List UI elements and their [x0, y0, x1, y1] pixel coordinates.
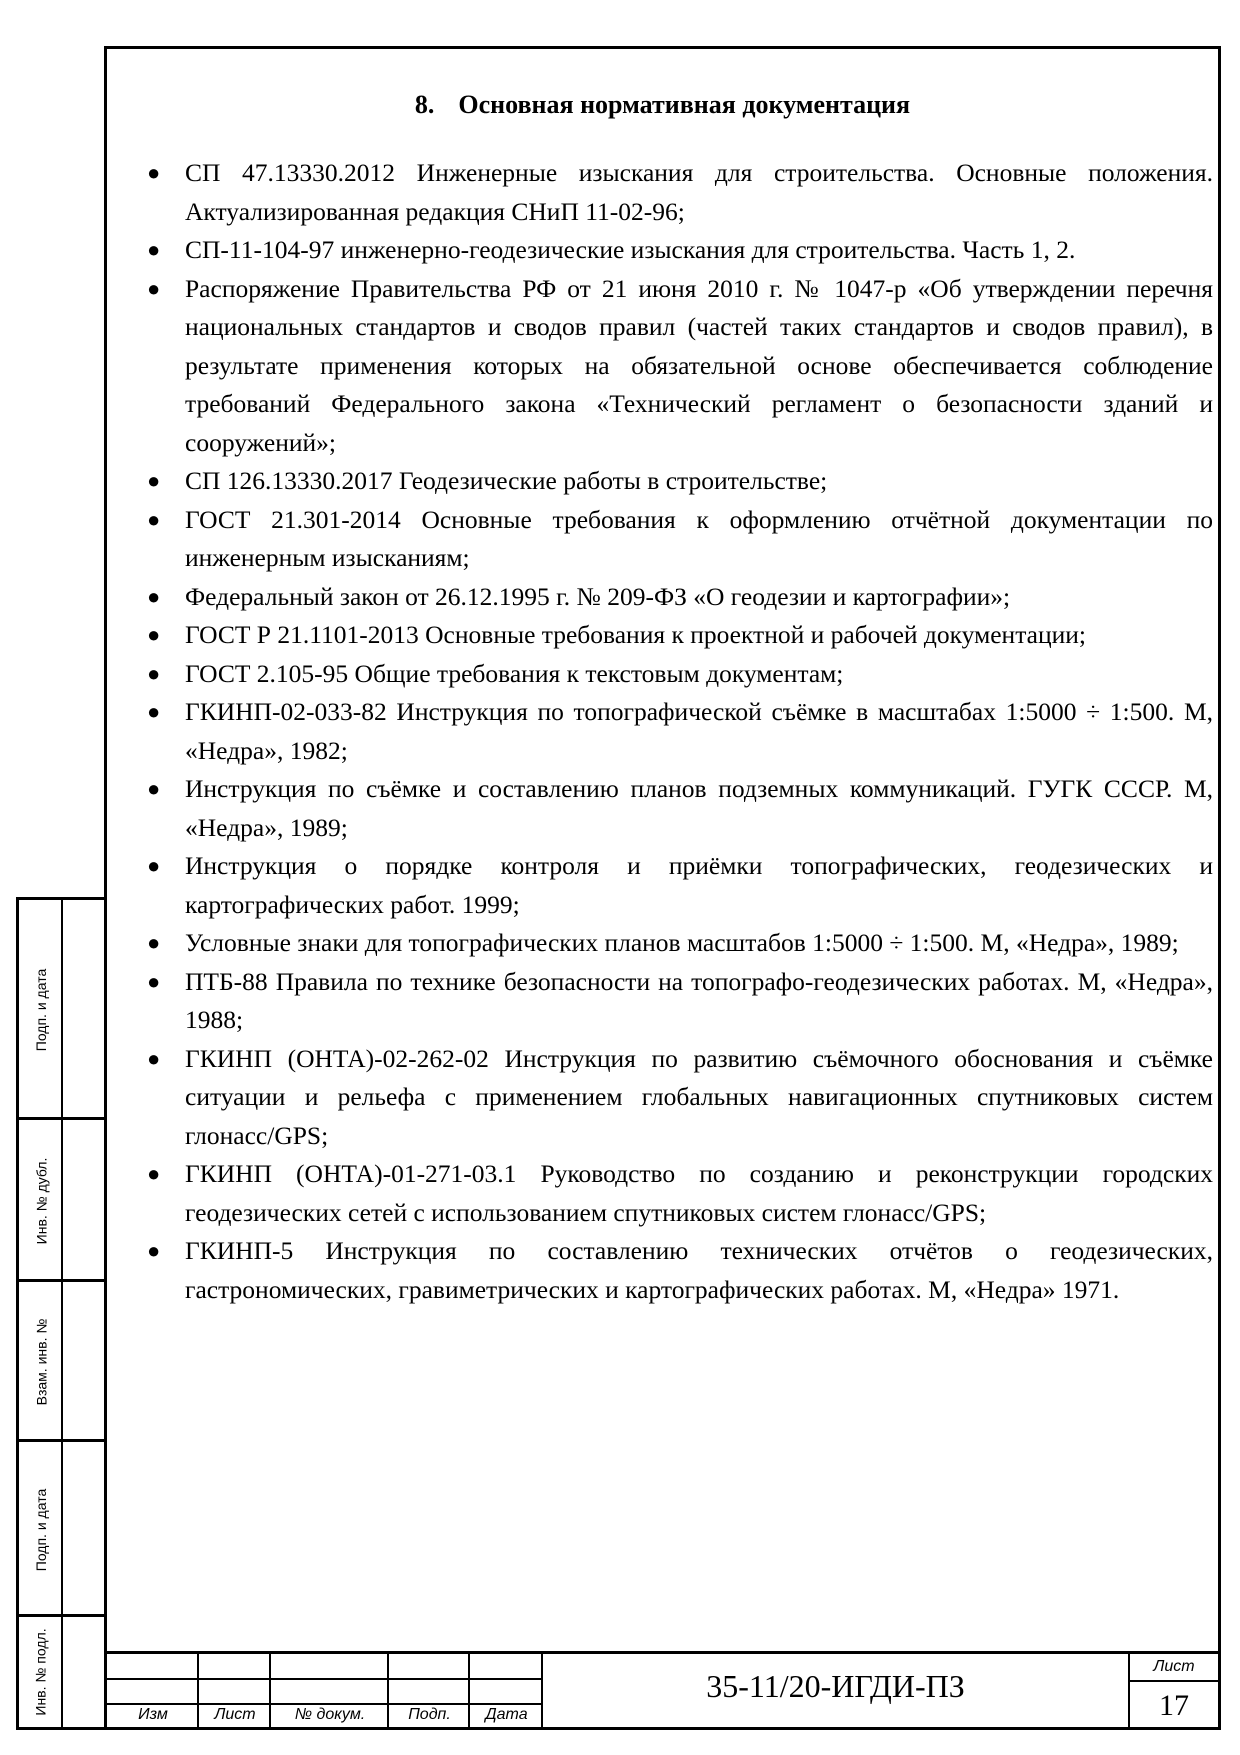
side-label-orig-inv: Инв. № подл. — [33, 1628, 49, 1716]
sheet-label: Лист — [1128, 1654, 1218, 1682]
side-label-sign-date-2: Подп. и дата — [33, 1488, 49, 1571]
side-label-repl-inv: Взам. инв. № — [33, 1318, 50, 1406]
list-item: ● Инструкция по съёмке и составлению планов подземных коммуникаций. ГУГК СССР. М, «Недра», 1989; — [145, 770, 1213, 847]
bullet-icon: ● — [147, 622, 161, 647]
list-item: ● Инструкция о порядке контроля и приёмки топографических, геодезических и картографических работ. 1999; — [145, 847, 1213, 924]
list-item: ● ПТБ-88 Правила по технике безопасности на топографо-геодезических работах. М, «Недра», 1988; — [145, 963, 1213, 1040]
list-item: ● Федеральный закон от 26.12.1995 г. № 209-ФЗ «О геодезии и картографии»; — [145, 578, 1213, 617]
bullet-icon: ● — [147, 468, 161, 493]
list-item: ● СП 47.13330.2012 Инженерные изыскания для строительства. Основные положения. Актуализированная редакция СНиП 11-02-96; — [145, 154, 1213, 231]
bullet-icon: ● — [147, 930, 161, 955]
section-title: Основная нормативная документация — [458, 90, 911, 119]
list-item: ● Условные знаки для топографических планов масштабов 1:5000 ÷ 1:500. М, «Недра», 1989; — [145, 924, 1213, 963]
section-number: 8. — [414, 90, 435, 119]
bullet-icon: ● — [147, 237, 161, 262]
sheet-number: 17 — [1128, 1682, 1218, 1730]
list-item: ● ГКИНП (ОНТА)-01-271-03.1 Руководство по созданию и реконструкции городских геодезических сетей с использованием спутниковых систем глонасс/GPS; — [145, 1155, 1213, 1232]
list-item: ● Распоряжение Правительства РФ от 21 июня 2010 г. № 1047-р «Об утверждении перечня национальных стандартов и сводов правил (частей таких стандартов и сводов правил), в результате применения которых на обязательной основе обеспечивается соблюдение требований Федерального закона «Технический регламент о безопасности зданий и сооружений»; — [145, 270, 1213, 463]
list-item: ● СП 126.13330.2017 Геодезические работы в строительстве; — [145, 462, 1213, 501]
bullet-icon: ● — [147, 776, 161, 801]
document-list — [145, 154, 1213, 1309]
bullet-icon: ● — [147, 275, 161, 301]
bullet-icon: ● — [147, 699, 161, 724]
tb-head-list: Лист — [214, 1706, 256, 1723]
bullet-icon: ● — [147, 160, 161, 185]
side-label-sign-date: Подп. и дата — [33, 968, 49, 1052]
page-frame — [104, 46, 1221, 1730]
bullet-icon: ● — [147, 583, 161, 609]
side-stamp — [16, 897, 104, 1730]
title-block — [107, 1651, 1218, 1730]
bullet-icon: ● — [147, 968, 161, 994]
list-item: ● ГКИНП (ОНТА)-02-262-02 Инструкция по развитию съёмочного обоснования и съёмке ситуации и рельефа с применением глобальных навигационных спутниковых систем глонасс/GPS; — [145, 1040, 1213, 1156]
document-number: 35-11/20-ИГДИ-ПЗ — [706, 1668, 965, 1704]
bullet-icon: ● — [147, 660, 161, 686]
bullet-icon: ● — [147, 506, 161, 532]
tb-head-date: Дата — [485, 1706, 528, 1723]
bullet-icon: ● — [147, 1045, 161, 1071]
bullet-icon: ● — [147, 1161, 161, 1186]
tb-head-izm: Изм — [138, 1706, 168, 1723]
side-label-dup-inv: Инв. № дубл. — [33, 1157, 50, 1245]
bullet-icon: ● — [147, 1238, 161, 1263]
list-item: ● ГОСТ 2.105-95 Общие требования к текстовым документам; — [145, 655, 1213, 694]
list-item: ● СП-11-104-97 инженерно-геодезические изыскания для строительства. Часть 1, 2. — [145, 231, 1213, 270]
list-item: ● ГКИНП-02-033-82 Инструкция по топографической съёмке в масштабах 1:5000 ÷ 1:500. М, «Недра», 1982; — [145, 693, 1213, 770]
bullet-icon: ● — [147, 853, 161, 878]
tb-head-doc: № докум. — [294, 1706, 366, 1723]
tb-head-sign: Подп. — [408, 1706, 451, 1723]
list-item: ● ГОСТ 21.301-2014 Основные требования к оформлению отчётной документации по инженерным изысканиям; — [145, 501, 1213, 578]
section-heading — [107, 90, 1218, 120]
list-item: ● ГОСТ Р 21.1101-2013 Основные требования к проектной и рабочей документации; — [145, 616, 1213, 655]
list-item: ● ГКИНП-5 Инструкция по составлению технических отчётов о геодезических, гастрономических, гравиметрических и картографических работах. М, «Недра» 1971. — [145, 1232, 1213, 1309]
